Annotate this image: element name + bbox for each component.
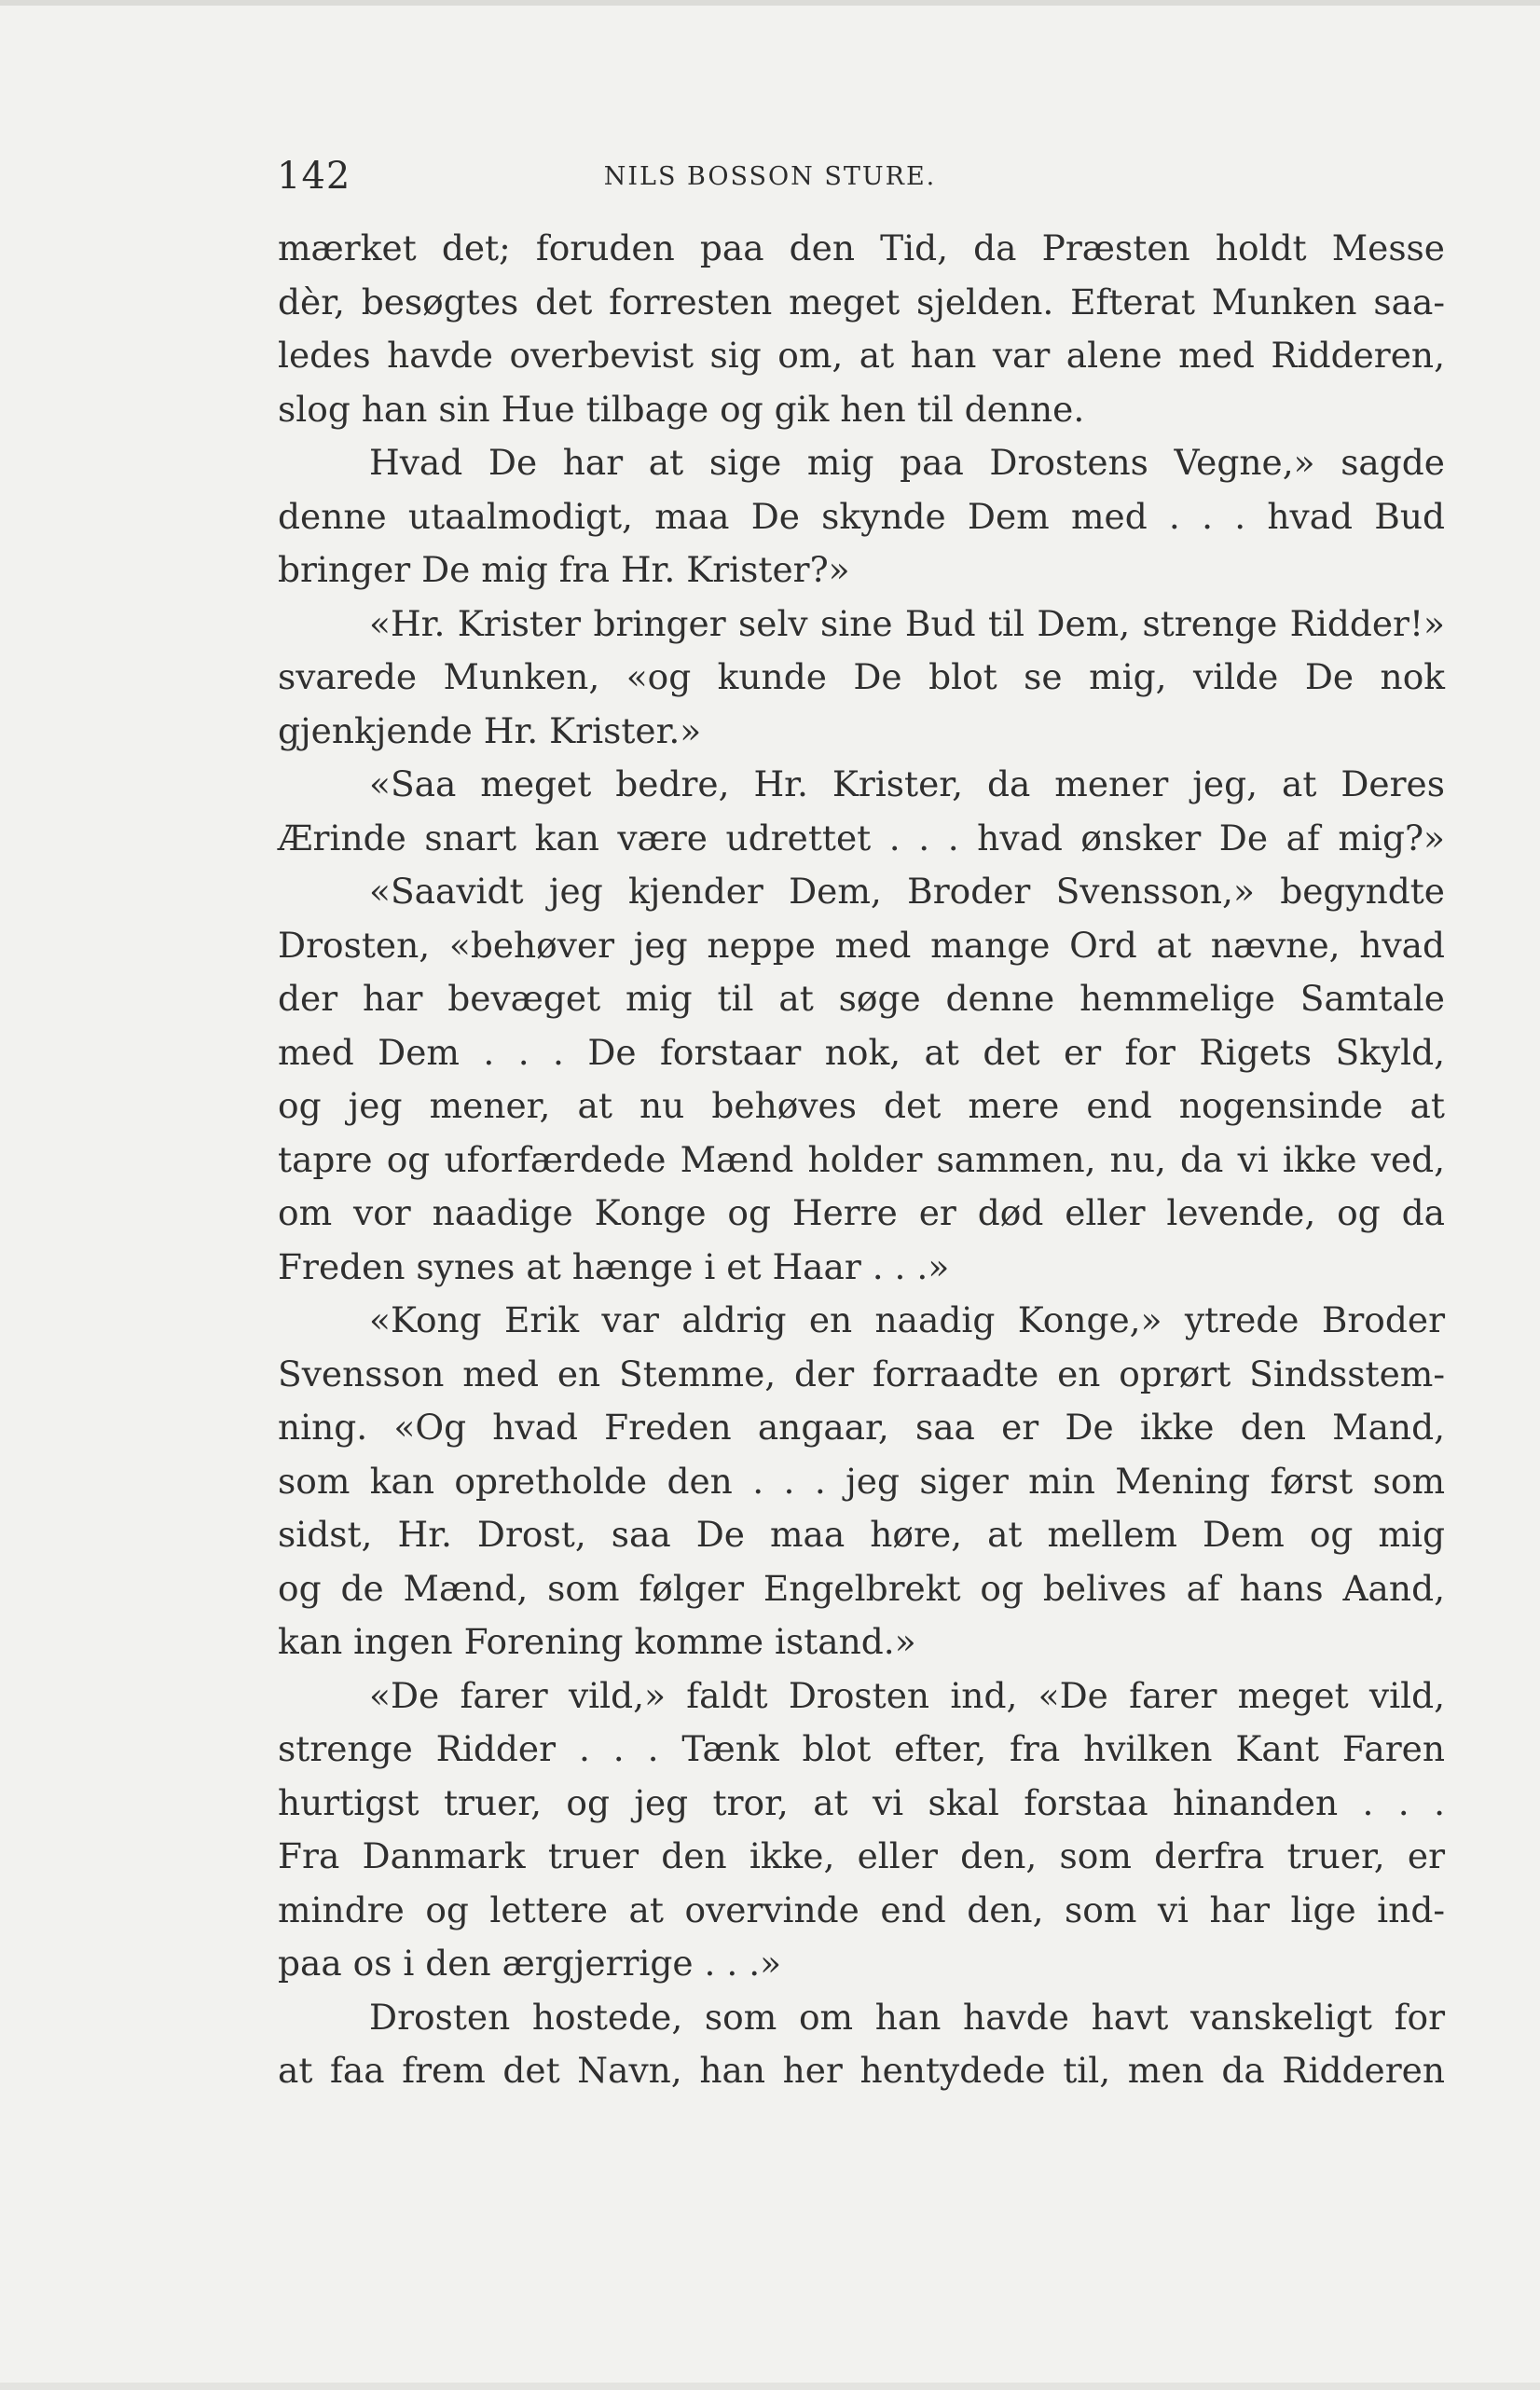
page-number: 142 xyxy=(277,155,351,198)
text-line: Ærinde snart kan være udrettet . . . hvad ønsker De af mig?» xyxy=(278,817,1445,858)
text-line: Fra Danmark truer den ikke, eller den, som derfra truer, er xyxy=(278,1835,1445,1876)
text-line: at faa frem det Navn, han her hentydede til, men da Ridderen xyxy=(278,2050,1445,2091)
text-line: og jeg mener, at nu behøves det mere end nogensinde at xyxy=(278,1085,1445,1126)
text-line: der har bevæget mig til at søge denne hemmelige Samtale xyxy=(278,978,1445,1019)
text-line: svarede Munken, «og kunde De blot se mig, vilde De nok xyxy=(278,656,1445,697)
text-line: kan ingen Forening komme istand.» xyxy=(278,1621,916,1662)
text-line: om vor naadige Konge og Herre er død eller levende, og da xyxy=(278,1192,1445,1233)
text-line: Hvad De har at sige mig paa Drostens Vegne,» sagde xyxy=(369,442,1445,483)
text-line: og de Mænd, som følger Engelbrekt og belives af hans Aand, xyxy=(278,1567,1445,1609)
text-line: Svensson med en Stemme, der forraadte en oprørt Sindsstem- xyxy=(278,1353,1445,1394)
text-line: denne utaalmodigt, maa De skynde Dem med . . . hvad Bud xyxy=(278,495,1445,537)
text-line: mærket det; foruden paa den Tid, da Præsten holdt Messe xyxy=(278,227,1445,268)
text-line: tapre og uforfærdede Mænd holder sammen, nu, da vi ikke ved, xyxy=(278,1138,1445,1180)
text-line: «Kong Erik var aldrig en naadig Konge,» ytrede Broder xyxy=(369,1299,1445,1340)
text-line: Drosten, «behøver jeg neppe med mange Ord at nævne, hvad xyxy=(278,924,1445,966)
text-line: «Saa meget bedre, Hr. Krister, da mener jeg, at Deres xyxy=(369,763,1445,804)
text-line: hurtigst truer, og jeg tror, at vi skal forstaa hinanden . . . xyxy=(278,1781,1445,1823)
text-line: «De farer vild,» faldt Drosten ind, «De farer meget vild, xyxy=(369,1674,1445,1716)
text-line: «Saavidt jeg kjender Dem, Broder Svensson,» begyndte xyxy=(369,871,1445,912)
body-text xyxy=(278,222,1445,2098)
page-top-edge xyxy=(0,0,1540,6)
text-line: gjenkjende Hr. Krister.» xyxy=(278,709,702,751)
text-line: strenge Ridder . . . Tænk blot efter, fra hvilken Kant Faren xyxy=(278,1728,1445,1769)
text-line: Drosten hostede, som om han havde havt vanskeligt for xyxy=(369,1996,1445,2038)
text-line: paa os i den ærgjerrige . . .» xyxy=(278,1943,782,1984)
text-line: ning. «Og hvad Freden angaar, saa er De ikke den Mand, xyxy=(278,1407,1445,1448)
page-bottom-edge xyxy=(0,2383,1540,2390)
text-line: med Dem . . . De forstaar nok, at det er for Rigets Skyld, xyxy=(278,1031,1445,1073)
running-title: NILS BOSSON STURE. xyxy=(603,162,937,191)
text-line: Freden synes at hænge i et Haar . . .» xyxy=(278,1245,950,1287)
text-line: bringer De mig fra Hr. Krister?» xyxy=(278,549,850,590)
text-line: slog han sin Hue tilbage og gik hen til denne. xyxy=(278,388,1085,430)
text-line: «Hr. Krister bringer selv sine Bud til Dem, strenge Ridder!» xyxy=(369,602,1445,644)
text-line: ledes havde overbevist sig om, at han var alene med Ridderen, xyxy=(278,335,1445,376)
text-line: dèr, besøgtes det forresten meget sjelden. Efterat Munken saa- xyxy=(278,281,1445,323)
text-line: sidst, Hr. Drost, saa De maa høre, at mellem Dem og mig xyxy=(278,1514,1445,1555)
text-line: som kan opretholde den . . . jeg siger min Mening først som xyxy=(278,1460,1445,1502)
text-line: mindre og lettere at overvinde end den, som vi har lige ind- xyxy=(278,1889,1445,1930)
